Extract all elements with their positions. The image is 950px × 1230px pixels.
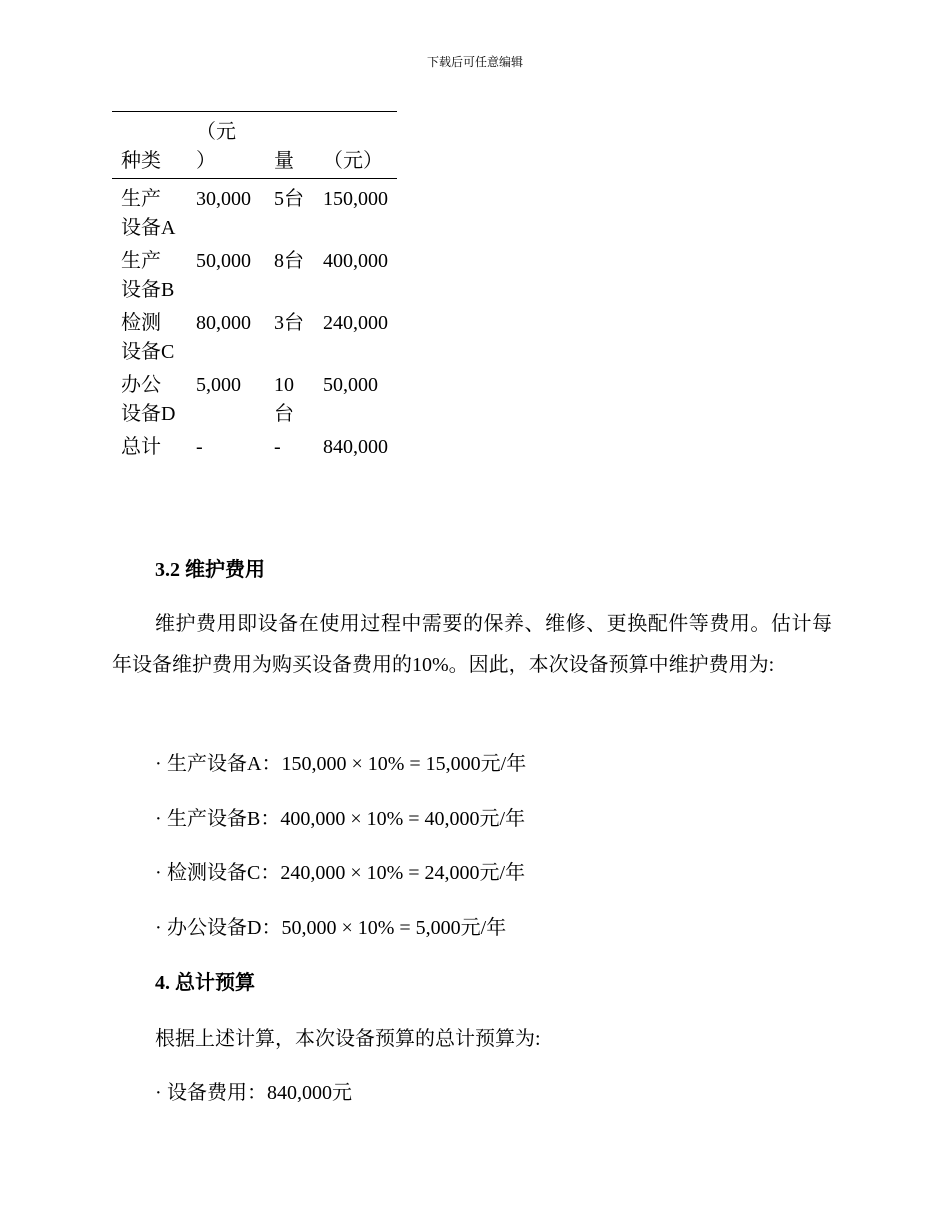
cell-total: 840,000 bbox=[323, 436, 388, 458]
cell-type: 检测设备C bbox=[121, 312, 175, 363]
cell-total: 400,000 bbox=[323, 250, 388, 272]
bullet-dot: · bbox=[155, 1082, 162, 1104]
list-item bbox=[155, 914, 506, 942]
equipment-cost-table bbox=[112, 111, 397, 464]
list-item-text: 生产设备B：400,000 × 10% = 40,000元/年 bbox=[167, 808, 526, 830]
list-item-text: 办公设备D：50,000 × 10% = 5,000元/年 bbox=[167, 917, 507, 939]
list-item bbox=[155, 1079, 352, 1107]
cell-price: 30,000 bbox=[196, 188, 251, 210]
cell-total: 50,000 bbox=[323, 374, 378, 396]
table-row bbox=[112, 179, 397, 246]
cell-total: 240,000 bbox=[323, 312, 388, 334]
list-item-text: 设备费用：840,000元 bbox=[167, 1082, 352, 1104]
list-item bbox=[155, 805, 525, 833]
cell-qty: 8台 bbox=[274, 250, 304, 272]
section-heading-maintenance: 3.2 维护费用 bbox=[155, 559, 265, 581]
bullet-dot: · bbox=[155, 862, 162, 884]
header-watermark: 下载后可任意编辑 bbox=[426, 55, 523, 69]
list-item bbox=[155, 859, 525, 887]
header-unit-price: （元 ） bbox=[196, 121, 236, 172]
cell-qty: 5台 bbox=[274, 188, 304, 210]
cell-type: 总计 bbox=[121, 436, 161, 458]
header-quantity: 量 bbox=[274, 150, 294, 172]
table-row bbox=[112, 245, 397, 307]
bullet-dot: · bbox=[155, 808, 162, 830]
list-item bbox=[155, 750, 526, 778]
table-row bbox=[112, 369, 397, 431]
header-total: （元） bbox=[323, 150, 383, 172]
cell-price: 50,000 bbox=[196, 250, 251, 272]
cell-qty: 10台 bbox=[274, 374, 294, 425]
cell-type: 生产设备A bbox=[121, 188, 176, 239]
list-item-text: 生产设备A：150,000 × 10% = 15,000元/年 bbox=[167, 753, 527, 775]
header-type: 种类 bbox=[121, 150, 161, 172]
cell-type: 生产设备B bbox=[121, 250, 175, 301]
table-row-total bbox=[112, 431, 397, 464]
cell-qty: 3台 bbox=[274, 312, 304, 334]
table-row bbox=[112, 307, 397, 369]
list-item-text: 检测设备C：240,000 × 10% = 24,000元/年 bbox=[167, 862, 526, 884]
table-header-row bbox=[112, 112, 397, 179]
cell-qty: - bbox=[274, 436, 281, 458]
cell-price: 5,000 bbox=[196, 374, 241, 396]
cell-price: - bbox=[196, 436, 203, 458]
maintenance-paragraph: 维护费用即设备在使用过程中需要的保养、维修、更换配件等费用。估计每年设备维护费用为购买设备费用的10%。因此，本次设备预算中维护费用为: bbox=[112, 613, 832, 676]
section-heading-total-budget: 4. 总计预算 bbox=[155, 972, 255, 994]
bullet-dot: · bbox=[155, 753, 162, 775]
cell-price: 80,000 bbox=[196, 312, 251, 334]
bullet-dot: · bbox=[155, 917, 162, 939]
total-budget-paragraph: 根据上述计算，本次设备预算的总计预算为: bbox=[155, 1028, 541, 1050]
cell-type: 办公设备D bbox=[121, 374, 176, 425]
cell-total: 150,000 bbox=[323, 188, 388, 210]
